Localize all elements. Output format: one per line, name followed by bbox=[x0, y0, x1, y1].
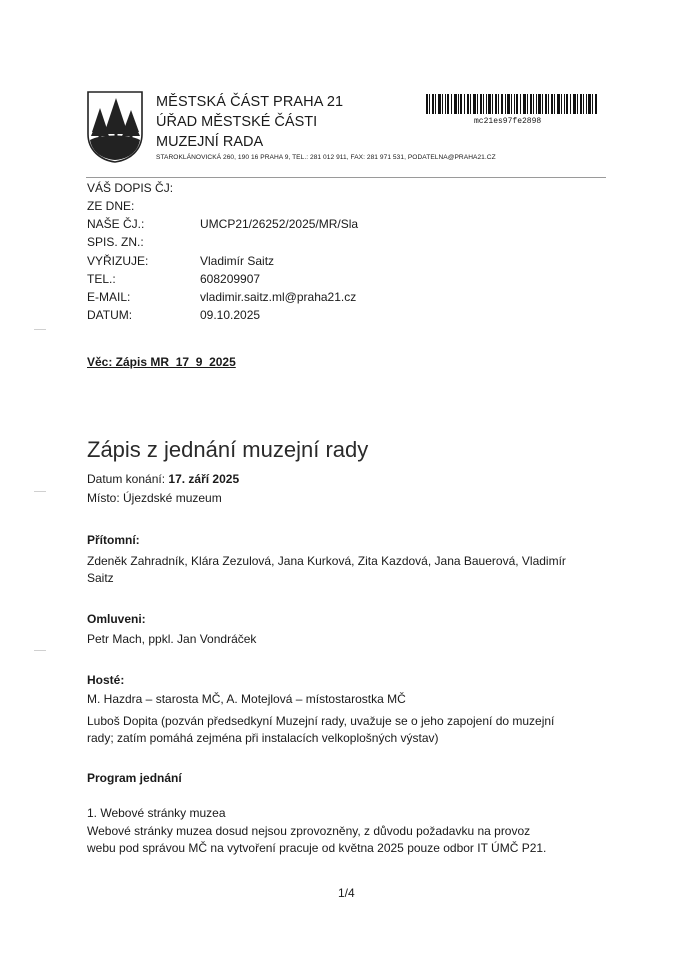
excused-list: Petr Mach, ppkl. Jan Vondráček bbox=[87, 632, 257, 646]
meta-label: NAŠE ČJ.: bbox=[87, 217, 145, 231]
meta-label: SPIS. ZN.: bbox=[87, 235, 144, 249]
page-number: 1/4 bbox=[338, 886, 355, 900]
meta-label: ZE DNE: bbox=[87, 199, 135, 213]
org-name-line1: MĚSTSKÁ ČÁST PRAHA 21 bbox=[156, 94, 344, 110]
meta-label: TEL.: bbox=[87, 272, 116, 286]
coat-of-arms-trees-icon bbox=[86, 90, 144, 164]
guests-line1: M. Hazdra – starosta MČ, A. Motejlová – místostarostka MČ bbox=[87, 692, 406, 706]
margin-mark bbox=[34, 491, 46, 492]
item1-line1: Webové stránky muzea dosud nejsou zprovozněny, z důvodu požadavku na provoz bbox=[87, 824, 531, 838]
barcode-text: mc21es97fe2898 bbox=[474, 117, 542, 126]
guests-line3: rady; zatím pomáhá zejména při instalacích velkoplošných výstav) bbox=[87, 731, 439, 745]
guests-line2: Luboš Dopita (pozván předsedkyní Muzejní rady, uvažuje se o jeho zapojení do muzejní bbox=[87, 714, 555, 728]
meta-label: VÁŠ DOPIS ČJ: bbox=[87, 181, 174, 195]
present-list-line1: Zdeněk Zahradník, Klára Zezulová, Jana Kurková, Zita Kazdová, Jana Bauerová, Vladimír bbox=[87, 554, 566, 568]
meta-label: E-MAIL: bbox=[87, 290, 131, 304]
meeting-date-value: 17. září 2025 bbox=[168, 472, 240, 486]
header-divider bbox=[86, 177, 606, 178]
meta-label: VYŘIZUJE: bbox=[87, 254, 149, 268]
meeting-date-label: Datum konání: bbox=[87, 472, 166, 486]
meta-label: DATUM: bbox=[87, 308, 133, 322]
item1-line2: webu pod správou MČ na vytvoření pracuje od května 2025 pouze odbor IT ÚMČ P21. bbox=[87, 841, 547, 855]
guests-heading: Hosté: bbox=[87, 673, 125, 687]
program-heading: Program jednání bbox=[87, 771, 182, 785]
excused-heading: Omluveni: bbox=[87, 612, 146, 626]
meta-value: vladimir.saitz.ml@praha21.cz bbox=[200, 290, 357, 304]
margin-mark bbox=[34, 650, 46, 651]
meta-value: 608209907 bbox=[200, 272, 261, 286]
meta-value: UMCP21/26252/2025/MR/Sla bbox=[200, 217, 359, 231]
subject-line: Věc: Zápis MR_17_9_2025 bbox=[87, 355, 236, 369]
present-heading: Přítomní: bbox=[87, 533, 140, 547]
barcode-icon bbox=[426, 94, 598, 114]
document-title: Zápis z jednání muzejní rady bbox=[87, 437, 369, 462]
org-name-line3: MUZEJNÍ RADA bbox=[156, 134, 264, 150]
present-list-line2: Saitz bbox=[87, 571, 114, 585]
margin-mark bbox=[34, 329, 46, 330]
meeting-place: Místo: Újezdské muzeum bbox=[87, 491, 222, 505]
org-address: STAROKLÁNOVICKÁ 260, 190 16 PRAHA 9, TEL.: 281 012 911, FAX: 281 971 531, PODATELNA@PRAHA21.CZ bbox=[156, 154, 496, 161]
meta-value: 09.10.2025 bbox=[200, 308, 261, 322]
item1-title: 1. Webové stránky muzea bbox=[87, 806, 226, 820]
org-name-line2: ÚŘAD MĚSTSKÉ ČÁSTI bbox=[156, 114, 318, 130]
meta-value: Vladimír Saitz bbox=[200, 254, 275, 268]
meeting-date bbox=[87, 471, 239, 488]
